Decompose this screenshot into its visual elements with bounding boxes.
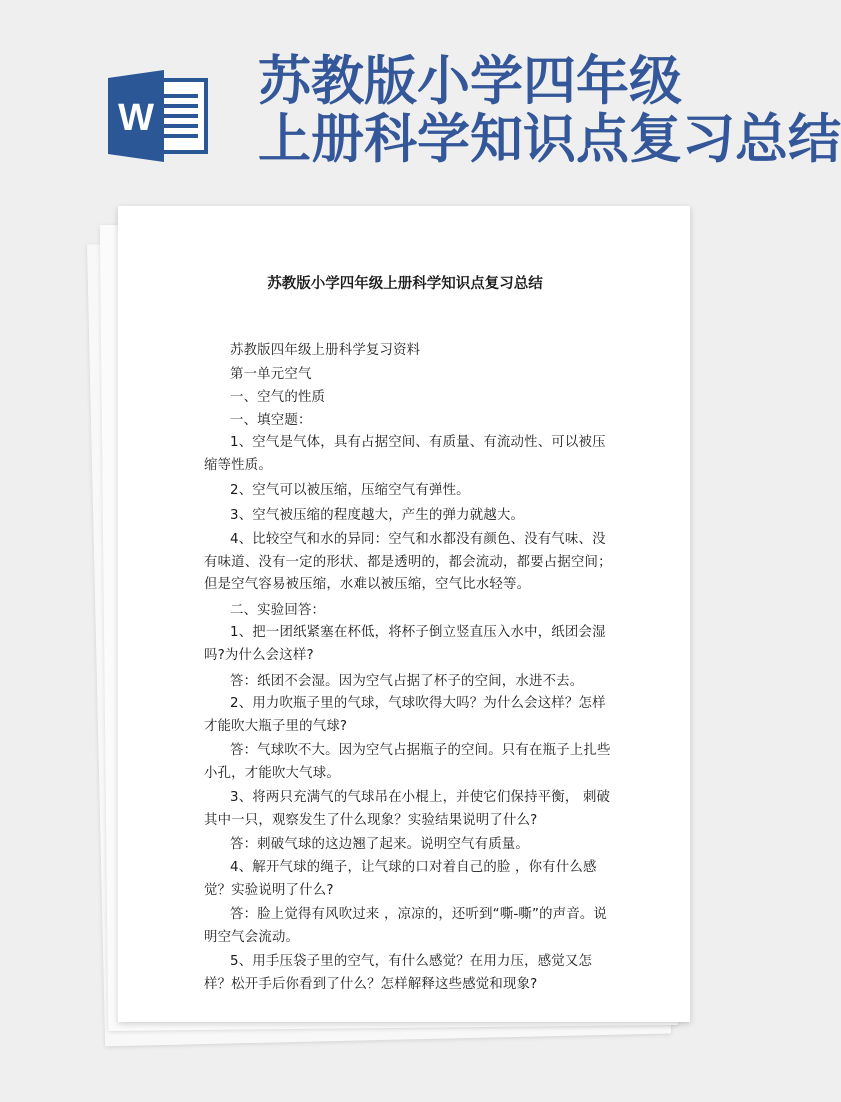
- paragraph: 答：气球吹不大。因为空气占据瓶子的空间。只有在瓶子上扎些小孔，才能吹大气球。: [204, 743, 611, 781]
- word-icon-letter: W: [118, 97, 154, 139]
- paragraph: 1、空气是气体，具有占据空间、有质量、有流动性、可以被压缩等性质。: [204, 435, 606, 473]
- paragraph: 第一单元空气: [230, 367, 312, 382]
- title-line-1: 苏教版小学四年级: [258, 50, 682, 112]
- paragraph: 2、空气可以被压缩，压缩空气有弹性。: [230, 483, 470, 498]
- paragraph: 3、空气被压缩的程度越大，产生的弹力就越大。: [230, 508, 525, 523]
- paragraph: 二、实验回答：: [230, 603, 326, 618]
- title-line-2: 上册科学知识点复习总结: [258, 108, 841, 170]
- paragraph: 4、比较空气和水的异同：空气和水都没有颜色、没有气味、没有味道、没有一定的形状、都是透明的，都会流动，都要占据空间；但是空气容易被压缩，水难以被压缩，空气比水轻等。: [204, 532, 612, 592]
- paragraph: 5、用手压袋子里的空气，有什么感觉？在用力压，感觉又怎样？松开手后你看到了什么？怎样解释这些感觉和现象?: [204, 954, 593, 992]
- paragraph: 答：刺破气球的这边翘了起来。说明空气有质量。: [230, 837, 529, 852]
- paragraph: 苏教版四年级上册科学复习资料: [230, 343, 421, 358]
- paragraph: 2、用力吹瓶子里的气球，气球吹得大吗？为什么会这样？怎样才能吹大瓶子里的气球?: [204, 696, 606, 734]
- paragraph: 一、填空题：: [230, 413, 312, 428]
- document-title: [258, 50, 841, 170]
- paragraph: 答：纸团不会湿。因为空气占据了杯子的空间，水进不去。: [230, 674, 584, 689]
- paragraph: 4、解开气球的绳子，让气球的口对着自己的脸 ，你有什么感觉？实验说明了什么?: [204, 860, 597, 898]
- paragraph: 答：脸上觉得有风吹过来 ，凉凉的，还听到“嘶-嘶”的声音。说明空气会流动。: [204, 907, 608, 945]
- banner: [0, 0, 841, 200]
- paragraph: 3、将两只充满气的气球吊在小棍上，并使它们保持平衡， 刺破其中一只，观察发生了什么现象？实验结果说明了什么?: [204, 790, 611, 828]
- paragraph: 1、把一团纸紧塞在杯低，将杯子倒立竖直压入水中，纸团会湿吗?为什么会这样?: [204, 625, 606, 663]
- word-document-icon: [108, 70, 208, 162]
- page-heading: 苏教版小学四年级上册科学知识点复习总结: [267, 276, 543, 292]
- paragraph: 一、空气的性质: [230, 390, 326, 405]
